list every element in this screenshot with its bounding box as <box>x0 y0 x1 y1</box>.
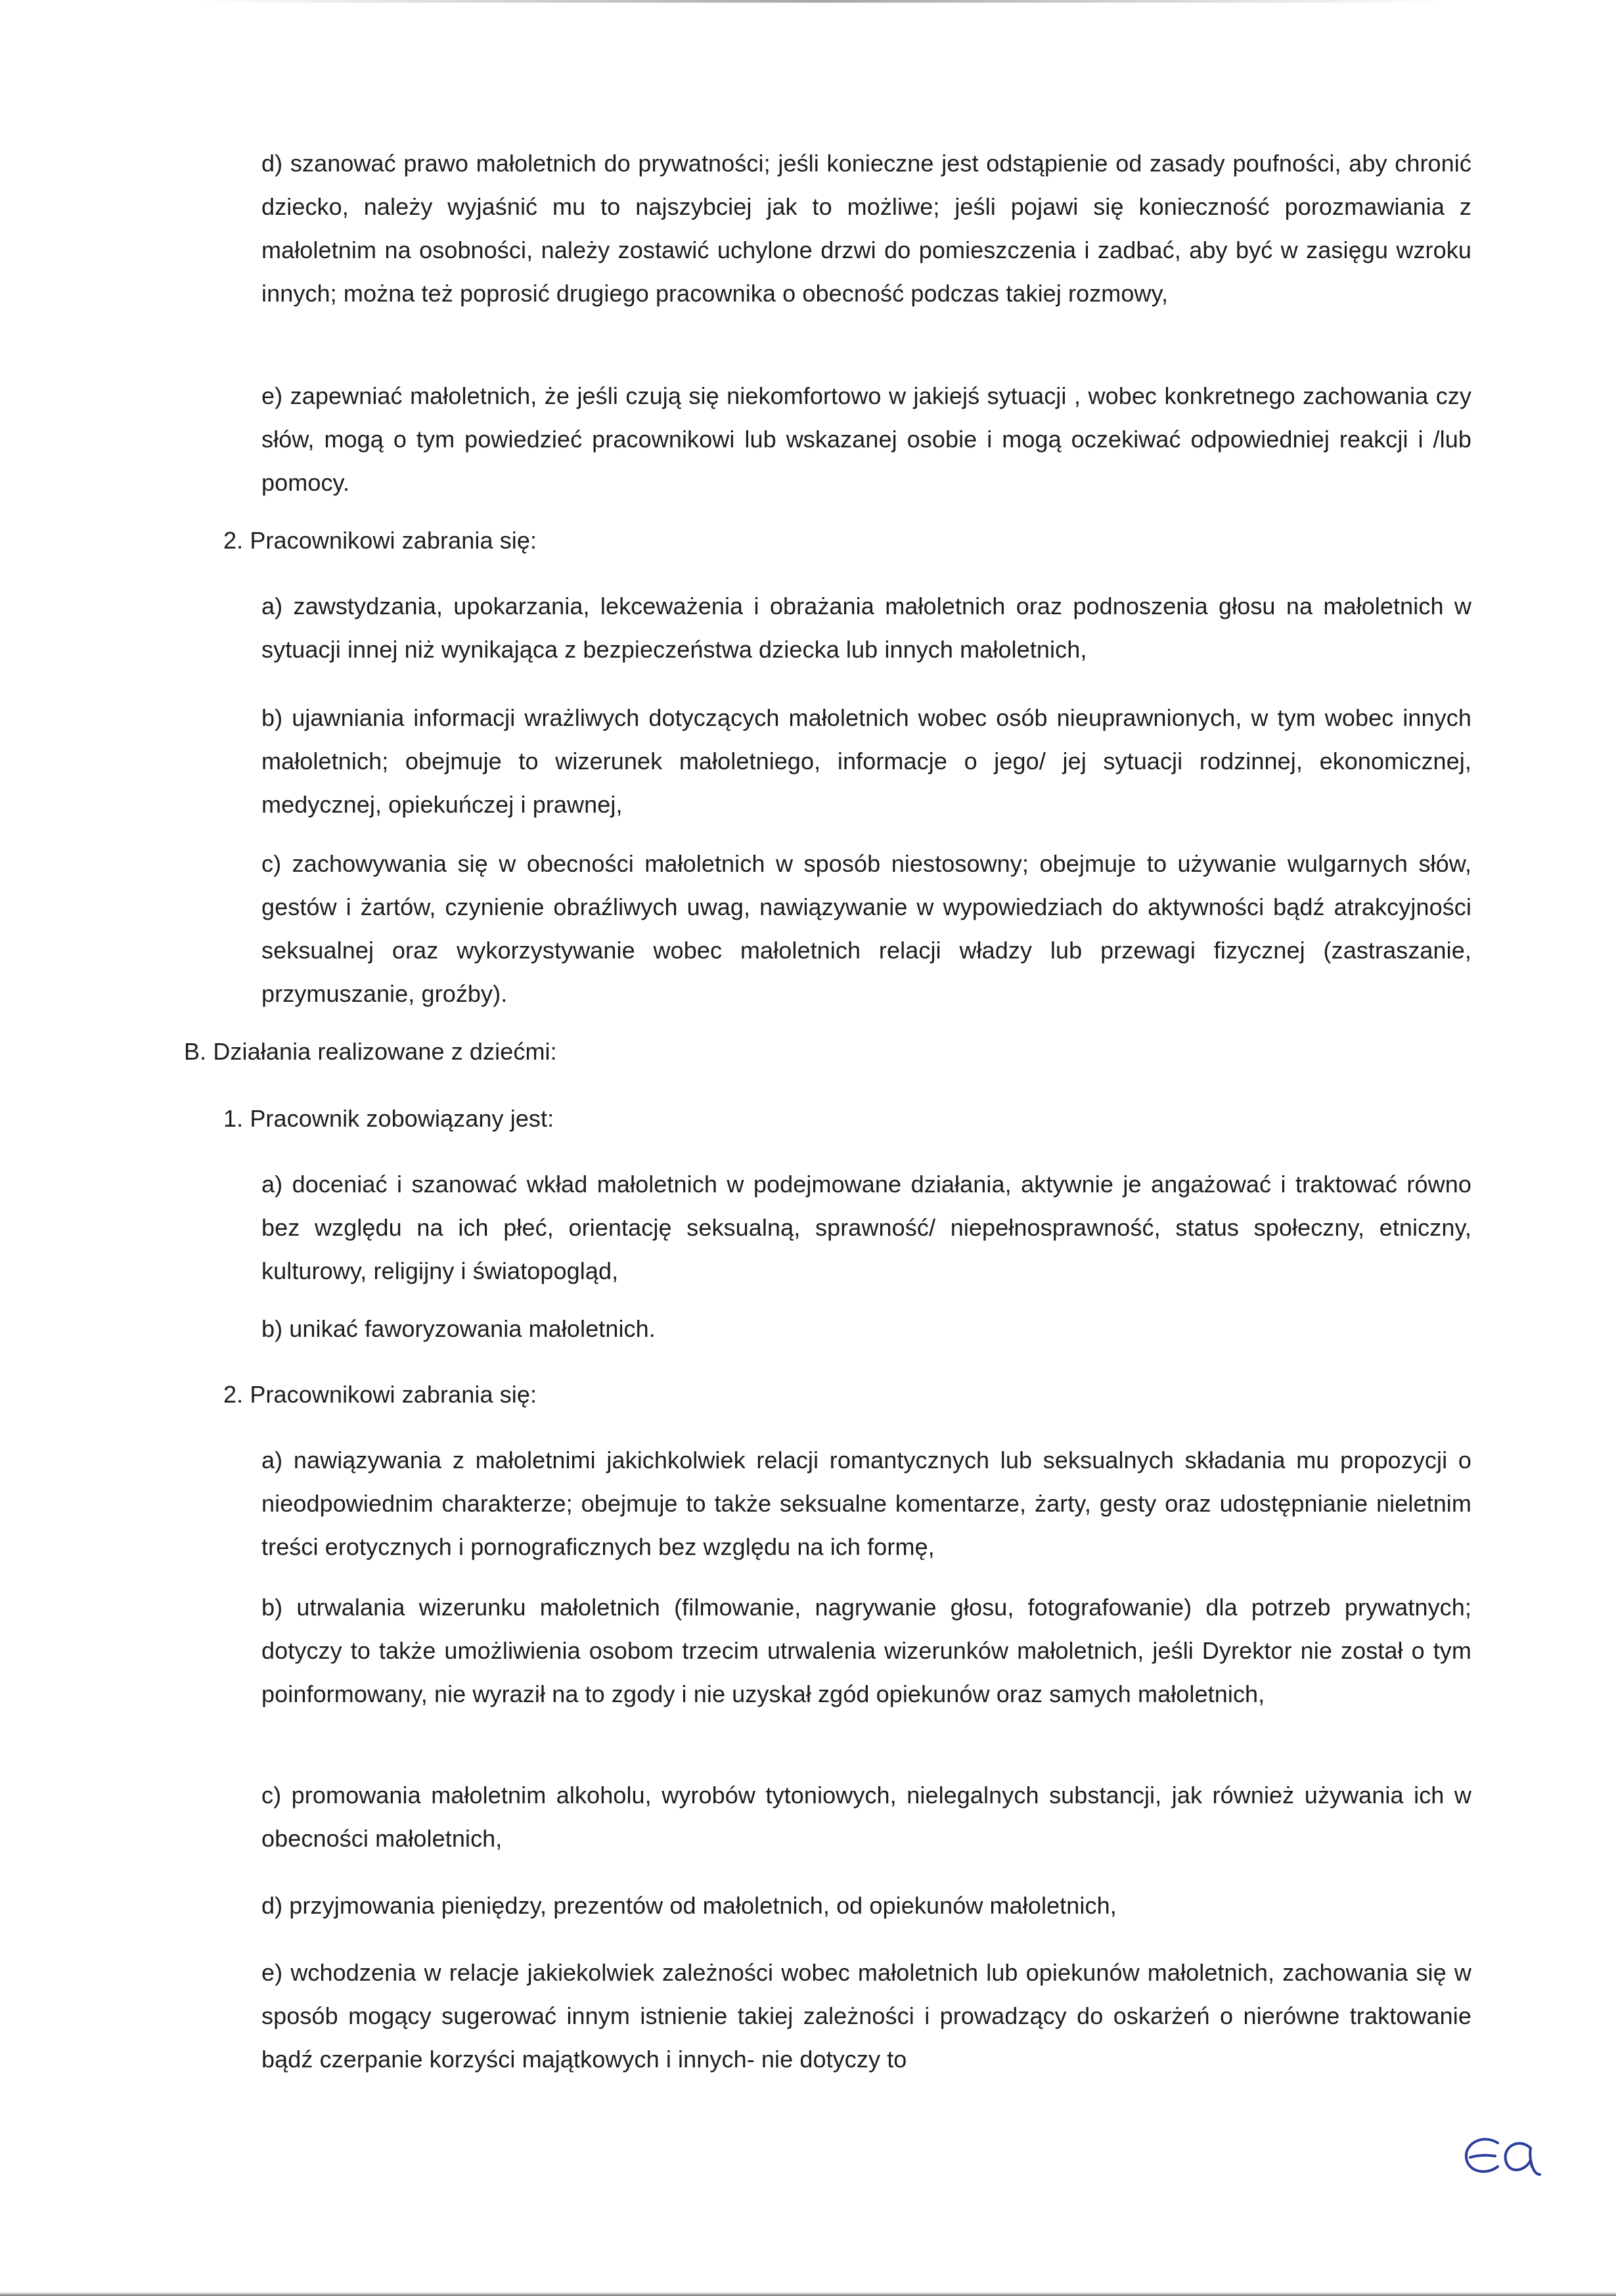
paragraph-e-dependency: e) wchodzenia w relacje jakiekolwiek zależności wobec małoletnich lub opiekunów małoletnich, zachowania się w sposób mogący sugerować innym istnienie takiej zależności i prowadzący do oskarżeń o nierówne traktowanie bądź czerpanie korzyści majątkowych i innych- nie dotyczy to <box>261 1959 1471 2073</box>
paragraph-e-comfort: e) zapewniać małoletnich, że jeśli czują się niekomfortowo w jakiejś sytuacji , wobec konkretnego zachowania czy słów, mogą o tym powiedzieć pracownikowi lub wskazanej osobie i mogą oczekiwać odpowiedniej reakcji i /lub pomocy. <box>261 382 1471 496</box>
scan-edge-top <box>197 0 1445 3</box>
paragraph-d-privacy: d) szanować prawo małoletnich do prywatności; jeśli konieczne jest odstąpienie od zasady poufności, aby chronić dziecko, należy wyjaśnić mu to najszybciej jak to możliwe; jeśli pojawi się konieczność porozmawiania z małoletnim na osobności, należy zostawić uchylone drzwi do pomieszczenia i zadbać, aby być w zasięgu wzroku innych; można też poprosić drugiego pracownika o obecność podczas takiej rozmowy, <box>261 150 1471 307</box>
scan-edge-bottom <box>0 2292 1616 2296</box>
paragraph-c-substances: c) promowania małoletnim alkoholu, wyrobów tytoniowych, nielegalnych substancji, jak również używania ich w obecności małoletnich, <box>261 1782 1471 1852</box>
paragraph-b-sensitive-info: b) ujawniania informacji wrażliwych dotyczących małoletnich wobec osób nieuprawnionych, w tym wobec innych małoletnich; obejmuje to wizerunek małoletniego, informacje o jego/ jej sytuacji rodzinnej, ekonomicznej, medycznej, opiekuńczej i prawnej, <box>261 704 1471 818</box>
section-1-heading: 1. Pracownik zobowiązany jest: <box>223 1105 554 1132</box>
paragraph-c-inappropriate: c) zachowywania się w obecności małoletnich w sposób niestosowny; obejmuje to używanie wulgarnych słów, gestów i żartów, czynienie obraźliwych uwag, nawiązywanie w wypowiedziach do aktywności bądź atrakcyjności seksualnej oraz wykorzystywanie wobec małoletnich relacji władzy lub przewagi fizycznej (zastraszanie, przymuszanie, groźby). <box>261 850 1471 1007</box>
paragraph-d-gifts: d) przyjmowania pieniędzy, prezentów od małoletnich, od opiekunów małoletnich, <box>261 1892 1117 1919</box>
paragraph-b-recording: b) utrwalania wizerunku małoletnich (filmowanie, nagrywanie głosu, fotografowanie) dla potrzeb prywatnych; dotyczy to także umożliwienia osobom trzecim utrwalenia wizerunków małoletnich, jeśli Dyrektor nie został o tym poinformowany, nie wyraził na to zgody i nie uzyskał zgód opiekunów oraz samych małoletnich, <box>261 1594 1471 1707</box>
handwritten-initials <box>1457 2128 1556 2188</box>
paragraph-a-respect: a) doceniać i szanować wkład małoletnich w podejmowane działania, aktywnie je angażować i traktować równo bez względu na ich płeć, orientację seksualną, sprawność/ niepełnosprawność, status społeczny, etniczny, kulturowy, religijny i światopogląd, <box>261 1171 1471 1284</box>
section-2-heading: 2. Pracownikowi zabrania się: <box>223 527 537 554</box>
paragraph-b-favoritism: b) unikać faworyzowania małoletnich. <box>261 1315 656 1342</box>
paragraph-a-relations: a) nawiązywania z małoletnimi jakichkolwiek relacji romantycznych lub seksualnych składania mu propozycji o nieodpowiednim charakterze; obejmuje to także seksualne komentarze, żarty, gesty oraz udostępnianie nieletnim treści erotycznych i pornograficznych bez względu na ich formę, <box>261 1447 1471 1560</box>
section-b-heading: B. Działania realizowane z dziećmi: <box>184 1038 557 1065</box>
paragraph-a-shaming: a) zawstydzania, upokarzania, lekceważenia i obrażania małoletnich oraz podnoszenia głosu na małoletnich w sytuacji innej niż wynikająca z bezpieczeństwa dziecka lub innych małoletnich, <box>261 593 1471 663</box>
section-2b-heading: 2. Pracownikowi zabrania się: <box>223 1381 537 1408</box>
